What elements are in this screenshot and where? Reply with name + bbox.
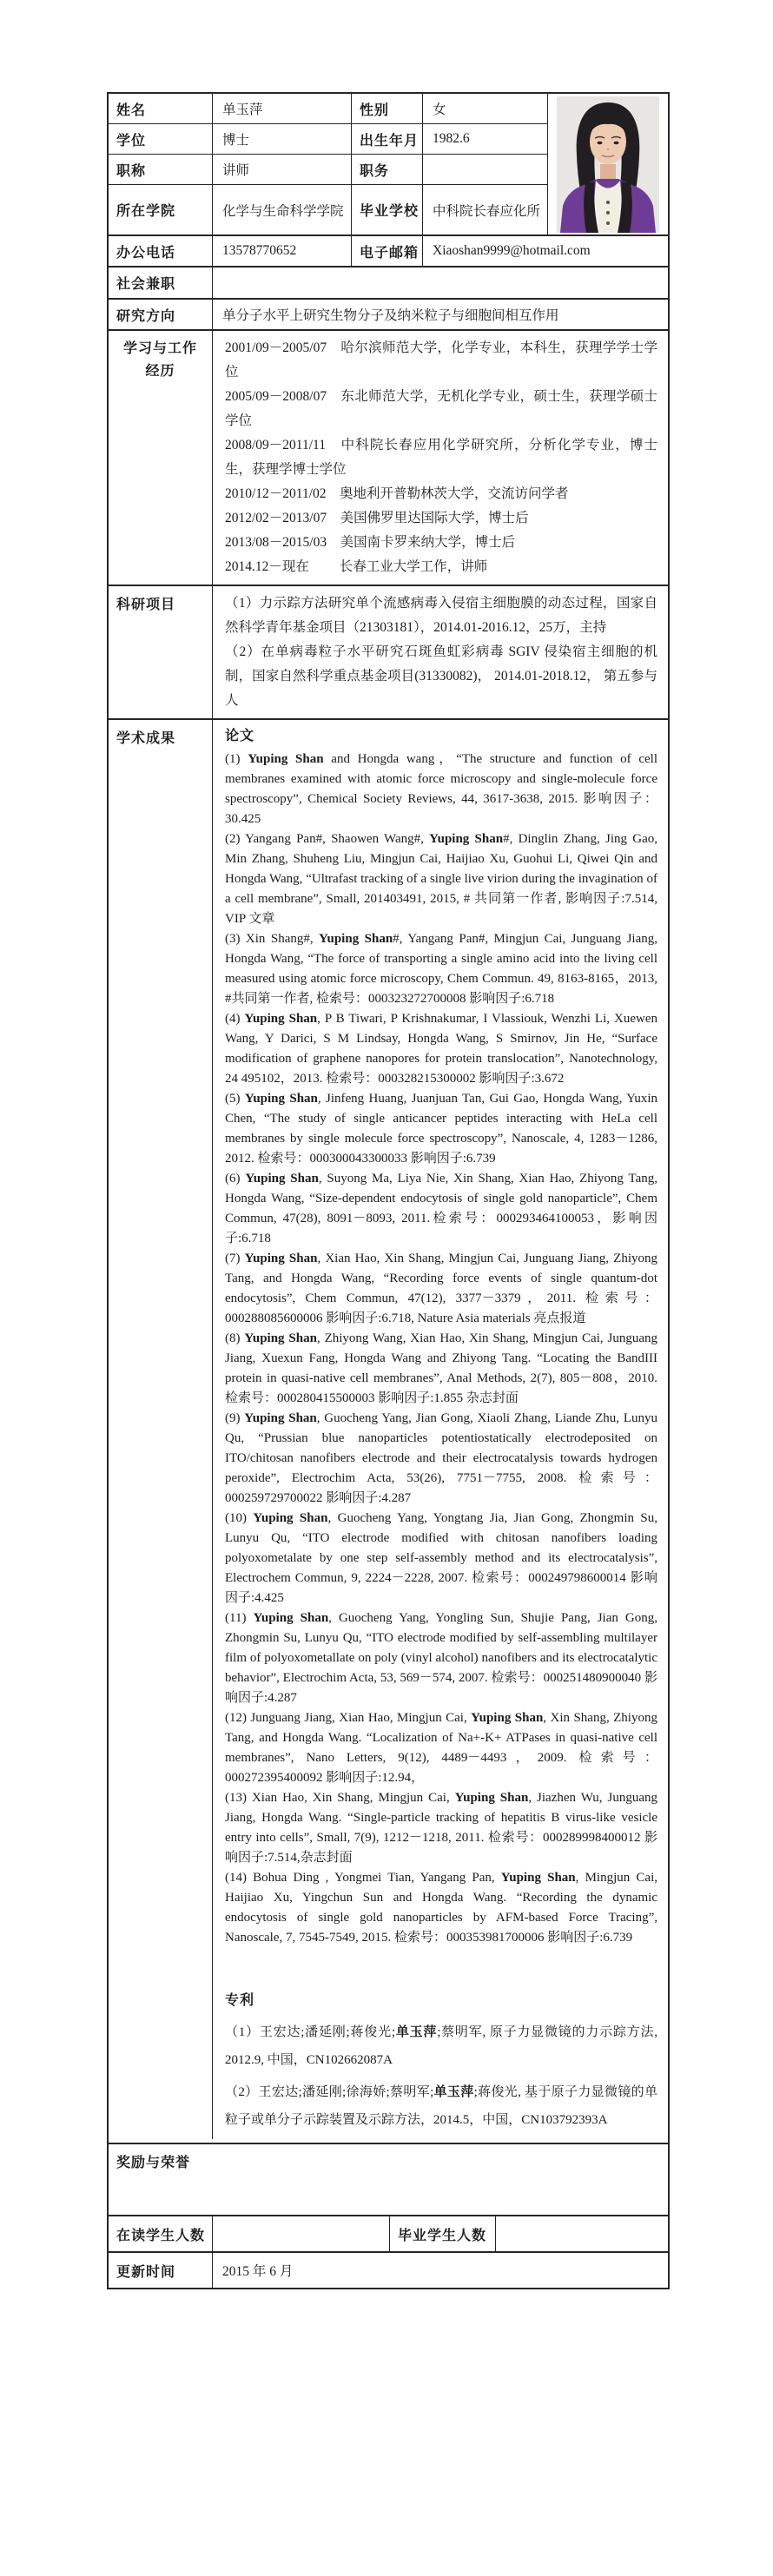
achievements-content	[212, 720, 668, 2139]
awards-label: 奖励与荣誉	[116, 2156, 191, 2170]
school-label: 毕业学校	[351, 185, 422, 234]
paper-item: (11) Yuping Shan, Guocheng Yang, Yongling Sun, Shujie Pang, Jian Gong, Zhongmin Su, Lunyu Qu, “ITO electrode modified by self-assembling multilayer film of polyoxometallate on poly (vinyl alcohol) nanofibers and its electrocatalytic behavior”, Electrochim Acta, 53, 569－574, 2007. 检索号：000251480900040 影响因子:4.287	[225, 1611, 657, 1705]
row-experience	[109, 329, 668, 585]
experience-item: 2008/09－2011/11 中科院长春应用化学研究所，分析化学专业，博士生，获理学博士学位	[225, 438, 657, 477]
projects-content	[212, 586, 668, 718]
patents-heading: 专利	[225, 1993, 255, 2008]
projects-label: 科研项目	[116, 598, 176, 612]
updated-value: 2015 年 6 月	[212, 2253, 668, 2288]
current-students-value	[212, 2216, 389, 2251]
experience-item: 2001/09－2005/07 哈尔滨师范大学，化学专业，本科生，获理学学士学位	[225, 340, 657, 380]
row-projects	[109, 585, 668, 718]
social-value	[212, 268, 668, 298]
position-value	[422, 155, 547, 184]
row-awards	[109, 2143, 668, 2215]
row-phone-email	[109, 234, 668, 266]
degree-label: 学位	[116, 133, 147, 149]
graduated-students-label: 毕业学生人数	[389, 2216, 495, 2251]
experience-item: 2010/12－2011/02 奥地利开普勒林茨大学，交流访问学者	[225, 486, 569, 501]
email-label: 电子邮箱	[351, 236, 422, 266]
paper-item: (10) Yuping Shan, Guocheng Yang, Yongtang Jia, Jian Gong, Zhongmin Su, Lunyu Qu, “ITO electrode modified with chitosan nanofibers loading polyoxometalate by one step self-assembly method and its electrocatalysis”, Electrochem Commun, 9, 2224－2228, 2007. 检索号：000249798600014 影响因子:4.425	[225, 1511, 657, 1605]
paper-item: (6) Yuping Shan, Suyong Ma, Liya Nie, Xin Shang, Xian Hao, Zhiyong Tang, Hongda Wang, “Size-dependent endocytosis of single gold nanoparticle”, Chem Commun, 47(28), 8091－8093, 2011.检索号：000293464100053，影响因子:6.718	[225, 1172, 657, 1245]
photo-cell	[547, 94, 668, 234]
birth-label: 出生年月	[351, 124, 422, 154]
gender-value: 女	[422, 94, 547, 123]
college-value: 化学与生命科学学院	[212, 185, 351, 234]
research-value: 单分子水平上研究生物分子及纳米粒子与细胞间相互作用	[212, 300, 668, 329]
paper-item: (13) Xian Hao, Xin Shang, Mingjun Cai, Yuping Shan, Jiazhen Wu, Junguang Jiang, Hongda Wang. “Single-particle tracking of hepatitis B virus-like vesicle entry into cells”, Small, 7(9), 1212－1218, 2011. 检索号：000289998400012 影响因子:7.514,杂志封面	[225, 1791, 657, 1865]
paper-item: (1) Yuping Shan and Hongda wang，“The structure and function of cell membranes examined with atomic force microscopy and single-molecule force spectroscopy”, Chemical Society Reviews, 44, 3617-3638, 2015. 影响因子：30.425	[225, 752, 657, 826]
row-degree-birth	[109, 123, 547, 154]
research-label: 研究方向	[116, 308, 176, 324]
row-achievements	[109, 718, 668, 2143]
row-title-position	[109, 154, 547, 184]
row-name-gender	[109, 94, 547, 123]
name-value: 单玉萍	[212, 94, 351, 123]
paper-item: (9) Yuping Shan, Guocheng Yang, Jian Gong, Xiaoli Zhang, Liande Zhu, Lunyu Qu, “Prussian blue nanoparticles potentiostatically electrodeposited on ITO/chitosan nanofibers electrode and their electrocatalysis towards hydrogen peroxide”, Electrochim Acta, 53(26), 7751－7755, 2008. 检索号：000259729700022 影响因子:4.287	[225, 1411, 657, 1505]
title-value: 讲师	[212, 155, 351, 184]
row-research	[109, 298, 668, 329]
social-label: 社会兼职	[116, 277, 176, 292]
profile-grid	[109, 94, 547, 234]
paper-item: (8) Yuping Shan, Zhiyong Wang, Xian Hao, Xin Shang, Mingjun Cai, Junguang Jiang, Xuexun Fang, Hongda Wang and Zhiyong Tang. “Locating the BandIII protein in quasi-native cell membranes”, Anal Methods, 2(7), 805－808，2010. 检索号：000280415500003 影响因子:1.855 杂志封面	[225, 1331, 657, 1405]
position-label: 职务	[351, 155, 422, 184]
gender-label: 性别	[351, 94, 422, 123]
paper-item: (12) Junguang Jiang, Xian Hao, Mingjun Cai, Yuping Shan, Xin Shang, Zhiyong Tang, and Hongda Wang. “Localization of Na+-K+ ATPases in quasi-native cell membranes”, Nano Letters, 9(12), 4489－4493，2009. 检索号：000272395400092 影响因子:12.94，	[225, 1711, 657, 1785]
experience-item: 2005/09－2008/07 东北师范大学，无机化学专业，硕士生，获理学硕士学位	[225, 389, 657, 428]
project-item: （2）在单病毒粒子水平研究石斑鱼虹彩病毒 SGIV 侵染宿主细胞的机制，国家自然科学重点基金项目(31330082)， 2014.01-2018.12， 第五参与人	[225, 644, 657, 708]
paper-item: (3) Xin Shang#, Yuping Shan#, Yangang Pan#, Mingjun Cai, Junguang Jiang, Hongda Wang, “The force of transporting a single amino acid into the living cell measured using atomic force microscopy, Chem Commun. 49, 8163-8165，2013, #共同第一作者, 检索号：000323272700008 影响因子:6.718	[225, 932, 657, 1006]
row-social	[109, 266, 668, 298]
name-label: 姓名	[116, 102, 147, 118]
profile-section	[109, 94, 668, 234]
papers-heading: 论文	[225, 729, 255, 743]
experience-item: 2014.12－现在 长春工业大学工作，讲师	[225, 559, 488, 574]
row-updated	[109, 2251, 668, 2288]
paper-item: (14) Bohua Ding , Yongmei Tian, Yangang Pan, Yuping Shan, Mingjun Cai, Haijiao Xu, Yingchun Sun and Hongda Wang. “Recording the dynamic endocytosis of single gold nanoparticles by AFM-based Force Tracing”, Nanoscale, 7, 7545-7549, 2015. 检索号：000353981700006 影响因子:6.739	[225, 1871, 657, 1945]
paper-item: (4) Yuping Shan, P B Tiwari, P Krishnakumar, I Vlassiouk, Wenzhi Li, Xuewen Wang, Y Darici, S M Lindsay, Hongda Wang, S Smirnov, Jin He, “Surface modification of graphene nanopores for protein translocation”, Nanotechnology, 24 495102，2013. 检索号：000328215300002 影响因子:3.672	[225, 1012, 657, 1086]
email-value: Xiaoshan9999@hotmail.com	[422, 236, 668, 266]
experience-item: 2012/02－2013/07 美国佛罗里达国际大学，博士后	[225, 511, 529, 525]
patent-item: （2）王宏达;潘延刚;徐海娇;蔡明军;单玉萍;蒋俊光, 基于原子力显微镜的单粒子或单分子示踪装置及示踪方法，2014.5，中国，CN103792393A	[225, 2085, 657, 2127]
graduated-students-value	[495, 2216, 668, 2251]
phone-label: 办公电话	[116, 245, 176, 261]
paper-item: (7) Yuping Shan, Xian Hao, Xin Shang, Mingjun Cai, Junguang Jiang, Zhiyong Tang, and Hongda Wang, “Recording force events of single quantum-dot endocytosis”, Chem Commun, 47(12), 3377－3379，2011. 检索号：000288085600006 影响因子:6.718, Nature Asia materials 亮点报道	[225, 1252, 657, 1325]
patent-item: （1）王宏达;潘延刚;蒋俊光;单玉萍;蔡明军, 原子力显微镜的力示踪方法, 2012.9, 中国，CN102662087A	[225, 2025, 657, 2067]
paper-item: (5) Yuping Shan, Jinfeng Huang, Juanjuan Tan, Gui Gao, Hongda Wang, Yuxin Chen, “The study of single anticancer peptides interacting with HeLa cell membranes by single molecule force spectroscopy”, Nanoscale, 4, 1283－1286, 2012. 检索号：000300043300033 影响因子:6.739	[225, 1092, 657, 1166]
row-students	[109, 2215, 668, 2251]
degree-value: 博士	[212, 124, 351, 154]
current-students-label: 在读学生人数	[116, 2228, 206, 2243]
project-item: （1）力示踪方法研究单个流感病毒入侵宿主细胞膜的动态过程，国家自然科学青年基金项目（21303181），2014.01-2016.12，25万，主持	[225, 596, 657, 635]
updated-label: 更新时间	[116, 2264, 176, 2280]
school-value: 中科院长春应化所	[422, 185, 547, 234]
row-college-school	[109, 184, 547, 234]
title-label: 职称	[116, 163, 147, 179]
cv-table	[107, 92, 670, 2289]
profile-photo	[557, 96, 659, 233]
experience-content	[212, 331, 668, 585]
experience-item: 2013/08－2015/03 美国南卡罗来纳大学，博士后	[225, 535, 516, 550]
achievements-label: 学术成果	[116, 731, 176, 746]
birth-value: 1982.6	[422, 124, 547, 154]
college-label: 所在学院	[116, 204, 176, 219]
phone-value: 13578770652	[212, 236, 351, 266]
paper-item: (2) Yangang Pan#, Shaowen Wang#, Yuping Shan#, Dinglin Zhang, Jing Gao, Min Zhang, Shuheng Liu, Mingjun Cai, Haijiao Xu, Guohui Li, Qiwei Qin and Hongda Wang, “Ultrafast tracking of a single live virion during the invagination of a cell membrane”, Small, 201403491, 2015, # 共同第一作者, 影响因子:7.514, VIP 文章	[225, 832, 657, 926]
experience-label: 学习与工作经历	[122, 341, 197, 379]
